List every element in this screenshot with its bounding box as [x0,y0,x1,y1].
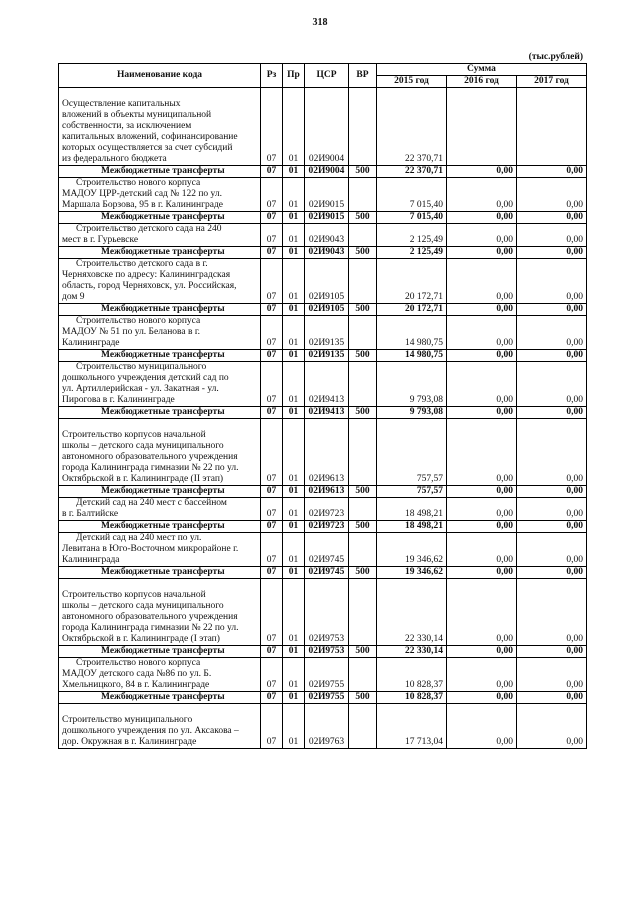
cell-pr: 01 [283,316,305,350]
table-row-transfer [59,486,587,498]
cell-rz: 07 [261,362,283,407]
cell-csr: 02И9613 [305,486,349,498]
cell-pr: 01 [283,419,305,486]
cell-csr: 02И9015 [305,178,349,212]
cell-2017: 0,00 [517,704,587,749]
cell-csr: 02И9613 [305,419,349,486]
cell-pr: 01 [283,498,305,521]
table-row [59,419,587,486]
cell-rz: 07 [261,304,283,316]
cell-2017: 0,00 [517,259,587,304]
table-row-transfer [59,407,587,419]
cell-pr: 01 [283,567,305,579]
cell-name: Межбюджетные трансферты [59,166,261,178]
table-row [59,704,587,749]
cell-name: Осуществление капитальных вложений в объекты муниципальной собственности, за исключением капитальных вложений, софинансирование которых осуществляется за счет субсидий из федерального бюджета [59,88,261,166]
header-rz: Рз [261,64,283,88]
cell-rz: 07 [261,567,283,579]
cell-csr: 02И9043 [305,247,349,259]
cell-2015: 10 828,37 [377,658,447,692]
cell-vr: 500 [349,247,377,259]
cell-vr [349,178,377,212]
cell-2016: 0,00 [447,579,517,646]
table-row-transfer [59,247,587,259]
cell-name: Межбюджетные трансферты [59,350,261,362]
cell-2015: 9 793,08 [377,362,447,407]
cell-2017: 0,00 [517,658,587,692]
cell-vr: 500 [349,521,377,533]
cell-2016: 0,00 [447,316,517,350]
cell-2017: 0,00 [517,567,587,579]
cell-pr: 01 [283,533,305,567]
cell-2015: 14 980,75 [377,316,447,350]
cell-2016: 0,00 [447,166,517,178]
table-row [59,498,587,521]
header-2016: 2016 год [447,76,517,88]
cell-vr: 500 [349,692,377,704]
table-row [59,316,587,350]
cell-2016: 0,00 [447,178,517,212]
cell-2017: 0,00 [517,316,587,350]
cell-pr: 01 [283,362,305,407]
cell-2017: 0,00 [517,178,587,212]
cell-vr [349,704,377,749]
cell-name: Строительство муниципального дошкольного учреждения по ул. Аксакова – дор. Окружная в г. Калининграде [59,704,261,749]
cell-csr: 02И9745 [305,567,349,579]
cell-name: Строительство корпусов начальной школы – детского сада муниципального автономного образовательного учреждения города Калининграда гимназии № 22 по ул. Октябрьской в г. Калининграде (I этап) [59,579,261,646]
cell-2016: 0,00 [447,362,517,407]
cell-vr [349,658,377,692]
cell-vr: 500 [349,486,377,498]
cell-csr: 02И9135 [305,350,349,362]
cell-2016: 0,00 [447,533,517,567]
cell-2017: 0,00 [517,212,587,224]
cell-pr: 01 [283,259,305,304]
cell-name: Межбюджетные трансферты [59,521,261,533]
cell-2016: 0,00 [447,247,517,259]
cell-name: Межбюджетные трансферты [59,407,261,419]
header-vr: ВР [349,64,377,88]
cell-vr [349,419,377,486]
cell-name: Межбюджетные трансферты [59,486,261,498]
page-number: 318 [312,17,328,28]
cell-2015: 22 370,71 [377,88,447,166]
units-label: (тыс.рублей) [528,52,583,62]
cell-vr: 500 [349,407,377,419]
cell-rz: 07 [261,350,283,362]
header-2015: 2015 год [377,76,447,88]
cell-2017: 0,00 [517,407,587,419]
cell-vr: 500 [349,567,377,579]
cell-pr: 01 [283,224,305,247]
cell-2015: 2 125,49 [377,247,447,259]
cell-name: Межбюджетные трансферты [59,692,261,704]
cell-2017: 0,00 [517,579,587,646]
cell-2015: 19 346,62 [377,567,447,579]
cell-2016: 0,00 [447,658,517,692]
table-row [59,224,587,247]
cell-2015: 2 125,49 [377,224,447,247]
cell-rz: 07 [261,212,283,224]
cell-rz: 07 [261,166,283,178]
cell-vr [349,579,377,646]
cell-rz: 07 [261,692,283,704]
table-row [59,579,587,646]
cell-name: Строительство нового корпуса МАДОУ детского сада №86 по ул. Б. Хмельницкого, 84 в г. Калининграде [59,658,261,692]
table-row-transfer [59,166,587,178]
cell-csr: 02И9105 [305,304,349,316]
cell-rz: 07 [261,88,283,166]
cell-2016: 0,00 [447,259,517,304]
cell-rz: 07 [261,247,283,259]
cell-pr: 01 [283,407,305,419]
table-header [59,64,587,88]
cell-pr: 01 [283,166,305,178]
cell-2017: 0,00 [517,247,587,259]
cell-vr [349,88,377,166]
cell-2016: 0,00 [447,224,517,247]
table-row-transfer [59,304,587,316]
cell-2016 [447,88,517,166]
cell-2015: 18 498,21 [377,521,447,533]
table-row-transfer [59,521,587,533]
cell-2017: 0,00 [517,419,587,486]
cell-rz: 07 [261,521,283,533]
cell-csr: 02И9413 [305,407,349,419]
cell-2015: 22 370,71 [377,166,447,178]
cell-2017: 0,00 [517,533,587,567]
cell-csr: 02И9753 [305,579,349,646]
cell-pr: 01 [283,579,305,646]
cell-name: Строительство детского сада в г. Черняховске по адресу: Калининградская область, город Черняховск, ул. Российская, дом 9 [59,259,261,304]
cell-csr: 02И9755 [305,658,349,692]
cell-pr: 01 [283,88,305,166]
cell-rz: 07 [261,646,283,658]
cell-2017 [517,88,587,166]
cell-2015: 17 713,04 [377,704,447,749]
cell-2015: 22 330,14 [377,579,447,646]
cell-2016: 0,00 [447,419,517,486]
cell-rz: 07 [261,498,283,521]
cell-name: Строительство нового корпуса МАДОУ № 51 по ул. Беланова в г. Калининграде [59,316,261,350]
cell-name: Межбюджетные трансферты [59,567,261,579]
cell-name: Межбюджетные трансферты [59,646,261,658]
cell-2016: 0,00 [447,567,517,579]
table-row [59,88,587,166]
cell-rz: 07 [261,178,283,212]
cell-vr [349,224,377,247]
cell-csr: 02И9004 [305,88,349,166]
cell-2017: 0,00 [517,692,587,704]
table-row-transfer [59,692,587,704]
cell-2015: 14 980,75 [377,350,447,362]
cell-vr: 500 [349,212,377,224]
cell-csr: 02И9723 [305,498,349,521]
cell-csr: 02И9723 [305,521,349,533]
cell-rz: 07 [261,704,283,749]
cell-pr: 01 [283,704,305,749]
cell-pr: 01 [283,350,305,362]
cell-2015: 22 330,14 [377,646,447,658]
cell-name: Межбюджетные трансферты [59,212,261,224]
cell-pr: 01 [283,521,305,533]
cell-2015: 9 793,08 [377,407,447,419]
cell-name: Строительство нового корпуса МАДОУ ЦРР-детский сад № 122 по ул. Маршала Борзова, 95 в г. Калининграде [59,178,261,212]
cell-2016: 0,00 [447,646,517,658]
cell-vr [349,259,377,304]
cell-csr: 02И9105 [305,259,349,304]
table-row-transfer [59,646,587,658]
cell-pr: 01 [283,658,305,692]
cell-2016: 0,00 [447,486,517,498]
header-csr: ЦСР [305,64,349,88]
cell-2016: 0,00 [447,350,517,362]
cell-pr: 01 [283,304,305,316]
cell-rz: 07 [261,259,283,304]
cell-rz: 07 [261,419,283,486]
cell-csr: 02И9413 [305,362,349,407]
cell-2015: 10 828,37 [377,692,447,704]
cell-2017: 0,00 [517,304,587,316]
table-row-transfer [59,212,587,224]
cell-rz: 07 [261,486,283,498]
cell-pr: 01 [283,646,305,658]
cell-2016: 0,00 [447,521,517,533]
cell-csr: 02И9763 [305,704,349,749]
cell-name: Детский сад на 240 мест по ул. Левитана в Юго-Восточном микрорайоне г. Калининграда [59,533,261,567]
cell-vr [349,533,377,567]
cell-rz: 07 [261,579,283,646]
table-body [59,88,587,749]
cell-vr: 500 [349,350,377,362]
cell-rz: 07 [261,533,283,567]
cell-2017: 0,00 [517,486,587,498]
cell-2015: 20 172,71 [377,259,447,304]
budget-table [58,63,587,749]
cell-2015: 20 172,71 [377,304,447,316]
cell-csr: 02И9015 [305,212,349,224]
cell-vr [349,498,377,521]
cell-2016: 0,00 [447,498,517,521]
cell-2015: 7 015,40 [377,212,447,224]
cell-2016: 0,00 [447,212,517,224]
cell-2015: 19 346,62 [377,533,447,567]
table-row [59,259,587,304]
cell-rz: 07 [261,316,283,350]
cell-pr: 01 [283,692,305,704]
cell-pr: 01 [283,486,305,498]
cell-2016: 0,00 [447,704,517,749]
cell-csr: 02И9745 [305,533,349,567]
cell-2016: 0,00 [447,304,517,316]
cell-name: Строительство корпусов начальной школы – детского сада муниципального автономного образовательного учреждения города Калининграда гимназии № 22 по ул. Октябрьской в г. Калининграде (II этап) [59,419,261,486]
table-row [59,178,587,212]
cell-2015: 18 498,21 [377,498,447,521]
cell-2015: 7 015,40 [377,178,447,212]
cell-name: Строительство муниципального дошкольного учреждения детский сад по ул. Артиллерийская - ул. Закатная - ул. Пирогова в г. Калининграде [59,362,261,407]
cell-2017: 0,00 [517,498,587,521]
cell-name: Межбюджетные трансферты [59,304,261,316]
cell-rz: 07 [261,224,283,247]
table-row [59,533,587,567]
table-row-transfer [59,350,587,362]
cell-vr: 500 [349,646,377,658]
cell-pr: 01 [283,212,305,224]
cell-name: Детский сад на 240 мест с бассейном в г. Балтийске [59,498,261,521]
cell-2016: 0,00 [447,407,517,419]
header-name: Наименование кода [59,64,261,88]
cell-2017: 0,00 [517,362,587,407]
cell-name: Межбюджетные трансферты [59,247,261,259]
table-row [59,658,587,692]
cell-csr: 02И9753 [305,646,349,658]
cell-2017: 0,00 [517,521,587,533]
table-row [59,362,587,407]
cell-pr: 01 [283,247,305,259]
cell-csr: 02И9755 [305,692,349,704]
cell-rz: 07 [261,658,283,692]
cell-csr: 02И9135 [305,316,349,350]
cell-2015: 757,57 [377,419,447,486]
cell-vr [349,316,377,350]
table-row-transfer [59,567,587,579]
header-2017: 2017 год [517,76,587,88]
cell-2015: 757,57 [377,486,447,498]
cell-rz: 07 [261,407,283,419]
cell-vr: 500 [349,166,377,178]
cell-vr: 500 [349,304,377,316]
cell-2017: 0,00 [517,166,587,178]
cell-2016: 0,00 [447,692,517,704]
cell-vr [349,362,377,407]
header-sum: Сумма [377,64,587,76]
cell-csr: 02И9004 [305,166,349,178]
cell-pr: 01 [283,178,305,212]
header-pr: Пр [283,64,305,88]
cell-2017: 0,00 [517,224,587,247]
cell-2017: 0,00 [517,646,587,658]
cell-csr: 02И9043 [305,224,349,247]
cell-name: Строительство детского сада на 240 мест в г. Гурьевске [59,224,261,247]
cell-2017: 0,00 [517,350,587,362]
